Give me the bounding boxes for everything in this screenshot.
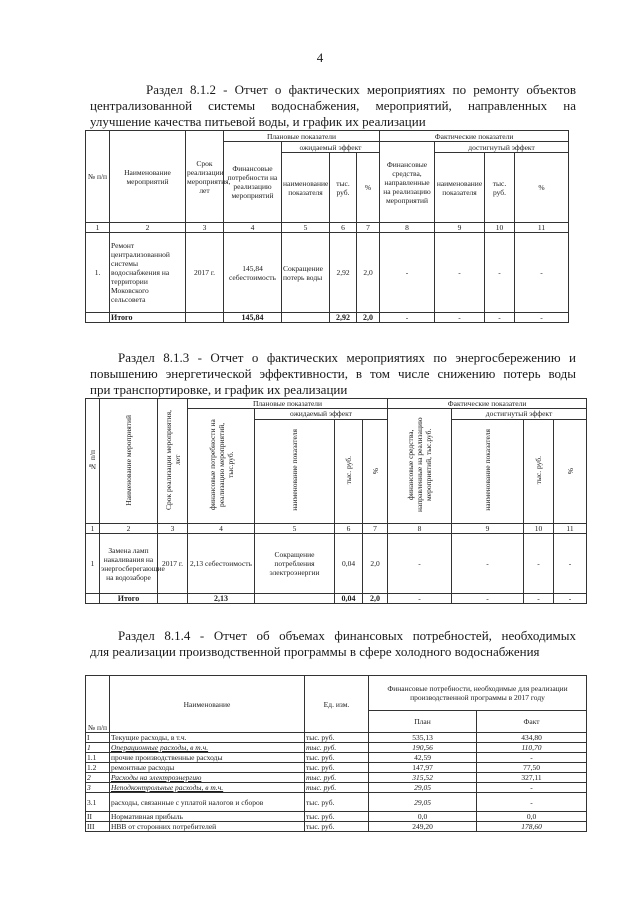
total-label: Итого xyxy=(100,594,158,604)
total-row xyxy=(86,313,569,323)
row-num: 3 xyxy=(86,783,110,793)
ach-name-header: наименование показателя xyxy=(483,429,492,512)
page-number: 4 xyxy=(316,50,324,65)
row-plan: 249,20 xyxy=(369,822,477,832)
table-813 xyxy=(85,398,587,604)
row-plan: 190,56 xyxy=(369,743,477,753)
row-name: прочие производственные расходы xyxy=(110,753,305,763)
row-fact-rub: - xyxy=(524,534,554,594)
plan-header: План xyxy=(369,711,477,733)
row-plan: 42,59 xyxy=(369,753,477,763)
achieved-effect-header: достигнутый эффект xyxy=(435,142,569,153)
section-813-heading xyxy=(90,350,576,402)
plan-header: Плановые показатели xyxy=(188,399,388,409)
total-row xyxy=(86,594,587,604)
exp-pct-header: % xyxy=(357,153,380,223)
row-name: расходы, связанные с уплатой налогов и сборов xyxy=(110,793,305,812)
section-814-line1: Раздел 8.1.4 - Отчет об объемах финансовых потребностей, необходимых xyxy=(118,628,576,643)
total-dash: - xyxy=(554,594,587,604)
row-fact: - xyxy=(477,793,587,812)
row-plan: 29,05 xyxy=(369,783,477,793)
row-name: Ремонт централизованной системы водоснабжения на территории Моковского сельсовета xyxy=(110,233,186,313)
exp-name-header: наименование показателя xyxy=(290,429,299,512)
col-name-header: Наименование xyxy=(110,676,305,733)
colnum: 9 xyxy=(435,223,485,233)
colnum: 8 xyxy=(388,524,452,534)
row-fact-pct: - xyxy=(515,233,569,313)
table-row xyxy=(86,822,587,832)
colnum: 1 xyxy=(86,524,100,534)
ach-pct-header: % xyxy=(515,153,569,223)
ach-rub-header: тыс. руб. xyxy=(534,456,543,485)
total-dash: - xyxy=(435,313,485,323)
achieved-effect-header: достигнутый эффект xyxy=(452,409,587,420)
row-effect: Сокращение потерь воды xyxy=(282,233,330,313)
row-effect: Сокращение потребления электроэнергии xyxy=(255,534,335,594)
colnum: 5 xyxy=(282,223,330,233)
row-rub: 2,92 xyxy=(330,233,357,313)
row-fact-pct: - xyxy=(554,534,587,594)
row-name: Операционные расходы, в т.ч. xyxy=(110,743,305,753)
colnum: 6 xyxy=(330,223,357,233)
col-num-header: № п/п xyxy=(88,449,97,471)
exp-rub-header: тыс. руб. xyxy=(344,456,353,485)
table-row xyxy=(86,812,587,822)
total-dash: - xyxy=(452,594,524,604)
colnum: 10 xyxy=(485,223,515,233)
colnum: 2 xyxy=(100,524,158,534)
colnum: 3 xyxy=(186,223,224,233)
fact-fin-header: финансовые средства, направленные на реализацию мероприятий, тыс.руб. xyxy=(406,417,433,513)
row-fact: 178,60 xyxy=(477,822,587,832)
row-fin: 145,84 себестоимость xyxy=(224,233,282,313)
section-812-line2: централизованной системы водоснабжения, мероприятий, направленных на xyxy=(90,98,576,113)
fact-fin-header: Финансовые средства, направленные на реализацию мероприятий xyxy=(380,142,435,223)
row-term: 2017 г. xyxy=(186,233,224,313)
total-dash: - xyxy=(515,313,569,323)
total-pct: 2,0 xyxy=(357,313,380,323)
table-row xyxy=(86,233,569,313)
table-row xyxy=(86,763,587,773)
col-name-header: Наименование мероприятий xyxy=(110,131,186,223)
exp-name-header: наименование показателя xyxy=(282,153,330,223)
plan-fin-header: Финансовые потребности на реализацию мероприятий xyxy=(224,142,282,223)
row-num: 1.2 xyxy=(86,763,110,773)
col-num-header: № п/п xyxy=(86,131,110,223)
colnum: 7 xyxy=(363,524,388,534)
total-pct: 2,0 xyxy=(363,594,388,604)
total-fin: 2,13 xyxy=(188,594,255,604)
row-plan: 29,05 xyxy=(369,793,477,812)
row-name: Неподконтрольные расходы, в т.ч. xyxy=(110,783,305,793)
ach-pct-header: % xyxy=(565,467,575,474)
row-fact-fin: - xyxy=(388,534,452,594)
row-fact: - xyxy=(477,783,587,793)
colnum: 8 xyxy=(380,223,435,233)
colnum: 4 xyxy=(224,223,282,233)
table-row xyxy=(86,793,587,812)
col-num-header: № п/п xyxy=(86,676,110,733)
colnum: 1 xyxy=(86,223,110,233)
plan-header: Плановые показатели xyxy=(224,131,380,142)
row-plan: 0,0 xyxy=(369,812,477,822)
expected-effect-header: ожидаемый эффект xyxy=(255,409,388,420)
row-fact-rub: - xyxy=(485,233,515,313)
row-num: 1 xyxy=(86,534,100,594)
column-numbers-row xyxy=(86,223,569,233)
row-fact: 77,50 xyxy=(477,763,587,773)
total-dash: - xyxy=(485,313,515,323)
row-unit: тыс. руб. xyxy=(305,763,369,773)
row-unit: тыс. руб. xyxy=(305,822,369,832)
row-pct: 2,0 xyxy=(363,534,388,594)
col-unit-header: Ед. изм. xyxy=(305,676,369,733)
total-dash: - xyxy=(524,594,554,604)
table-row xyxy=(86,783,587,793)
row-fact: - xyxy=(477,753,587,763)
total-fin: 145,84 xyxy=(224,313,282,323)
row-num: 3.1 xyxy=(86,793,110,812)
ach-rub-header: тыс. руб. xyxy=(485,153,515,223)
colnum: 11 xyxy=(554,524,587,534)
column-numbers-row xyxy=(86,524,587,534)
row-fact: 434,80 xyxy=(477,733,587,743)
fin-header: Финансовые потребности, необходимые для реализации производственной программы в 2017 году xyxy=(369,676,587,711)
section-813-line3: при транспортировке, и график их реализации xyxy=(90,382,348,397)
exp-rub-header: тыс. руб. xyxy=(330,153,357,223)
row-rub: 0,04 xyxy=(335,534,363,594)
table-814 xyxy=(85,675,587,832)
row-plan: 315,52 xyxy=(369,773,477,783)
section-812-heading xyxy=(90,82,576,134)
ach-name-header: наименование показателя xyxy=(435,153,485,223)
col-term-header: Срок реализации мероприятия, лет xyxy=(163,410,182,510)
colnum: 7 xyxy=(357,223,380,233)
row-name: Расходы на электроэнергию xyxy=(110,773,305,783)
row-fin: 2,13 себестоимость xyxy=(188,534,255,594)
row-name: ремонтные расходы xyxy=(110,763,305,773)
total-dash: - xyxy=(388,594,452,604)
fact-header: Факт xyxy=(477,711,587,733)
row-pct: 2,0 xyxy=(357,233,380,313)
row-unit: тыс. руб. xyxy=(305,743,369,753)
table-row xyxy=(86,753,587,763)
col-term-header: Срок реализации мероприятия, лет xyxy=(186,131,224,223)
row-num: 1.1 xyxy=(86,753,110,763)
colnum: 10 xyxy=(524,524,554,534)
row-name: НВВ от сторонних потребителей xyxy=(110,822,305,832)
row-num: II xyxy=(86,812,110,822)
section-813-line2: повышению энергетической эффективности, в том числе снижению потерь воды xyxy=(90,366,576,381)
row-unit: тыс. руб. xyxy=(305,753,369,763)
total-rub: 2,92 xyxy=(330,313,357,323)
row-unit: тыс. руб. xyxy=(305,773,369,783)
row-unit: тыс. руб. xyxy=(305,783,369,793)
row-plan: 535,13 xyxy=(369,733,477,743)
section-813-line1: Раздел 8.1.3 - Отчет о фактических мероприятиях по энергосбережению и xyxy=(118,350,576,365)
expected-effect-header: ожидаемый эффект xyxy=(282,142,380,153)
row-term: 2017 г. xyxy=(158,534,188,594)
exp-pct-header: % xyxy=(370,467,380,474)
row-unit: тыс. руб. xyxy=(305,812,369,822)
row-num: 1. xyxy=(86,233,110,313)
row-name: Замена ламп накаливания на энергосберегающие на водозаборе xyxy=(100,534,158,594)
colnum: 5 xyxy=(255,524,335,534)
colnum: 11 xyxy=(515,223,569,233)
table-row xyxy=(86,733,587,743)
total-dash: - xyxy=(380,313,435,323)
fact-header: Фактические показатели xyxy=(380,131,569,142)
table-row xyxy=(86,773,587,783)
row-fact-name: - xyxy=(435,233,485,313)
row-fact: 0,0 xyxy=(477,812,587,822)
row-plan: 147,97 xyxy=(369,763,477,773)
row-name: Нормативная прибыль xyxy=(110,812,305,822)
row-num: III xyxy=(86,822,110,832)
colnum: 3 xyxy=(158,524,188,534)
row-fact-fin: - xyxy=(380,233,435,313)
fact-header: Фактические показатели xyxy=(388,399,587,409)
colnum: 9 xyxy=(452,524,524,534)
section-812-line3: улучшение качества питьевой воды, и график их реализации xyxy=(90,114,426,129)
row-unit: тыс. руб. xyxy=(305,793,369,812)
row-num: 2 xyxy=(86,773,110,783)
row-fact: 327,11 xyxy=(477,773,587,783)
section-814-heading xyxy=(90,628,576,664)
table-row xyxy=(86,743,587,753)
table-row xyxy=(86,534,587,594)
total-label: Итого xyxy=(110,313,186,323)
row-name: Текущие расходы, в т.ч. xyxy=(110,733,305,743)
col-name-header: Наименование мероприятий xyxy=(124,414,133,506)
plan-fin-header: финансовые потребности на реализацию мероприятий, тыс.руб. xyxy=(207,419,235,511)
colnum: 4 xyxy=(188,524,255,534)
row-fact-name: - xyxy=(452,534,524,594)
row-num: 1 xyxy=(86,743,110,753)
section-814-line2: для реализации производственной программы в сфере холодного водоснабжения xyxy=(90,644,540,659)
colnum: 2 xyxy=(110,223,186,233)
row-num: I xyxy=(86,733,110,743)
total-rub: 0,04 xyxy=(335,594,363,604)
section-812-line1: Раздел 8.1.2 - Отчет о фактических мероприятиях по ремонту объектов xyxy=(146,82,576,97)
colnum: 6 xyxy=(335,524,363,534)
row-unit: тыс. руб. xyxy=(305,733,369,743)
table-812 xyxy=(85,130,569,323)
row-fact: 110,70 xyxy=(477,743,587,753)
